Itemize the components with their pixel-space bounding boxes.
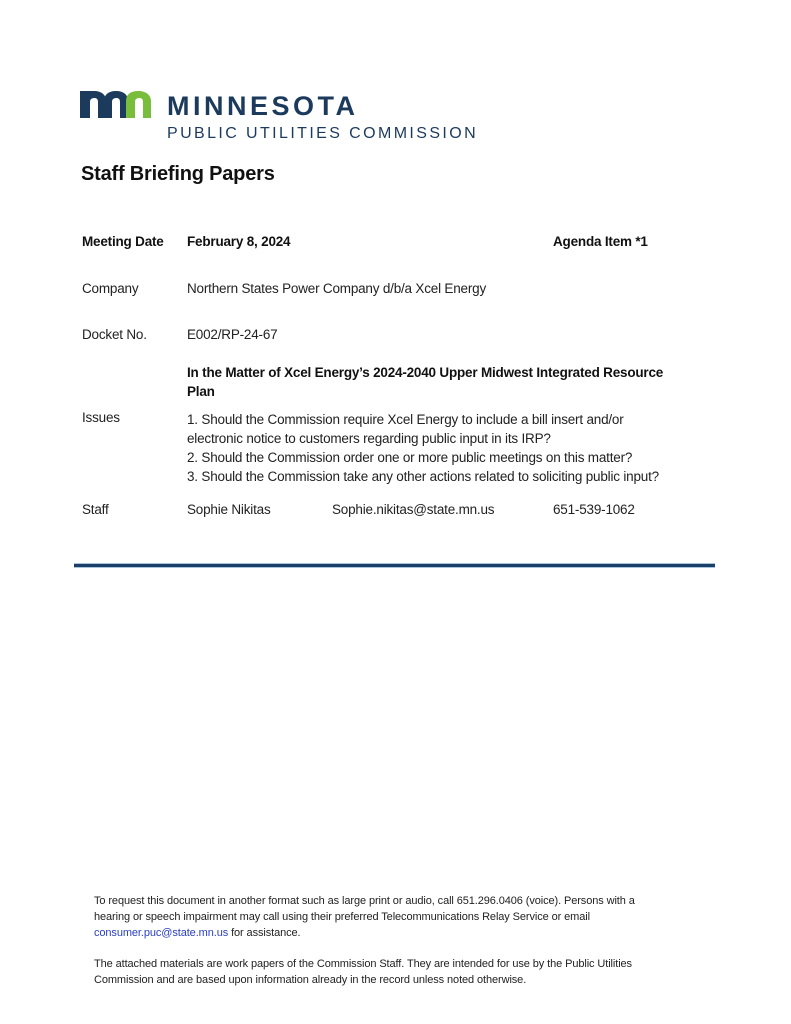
logo-subtitle: PUBLIC UTILITIES COMMISSION (167, 125, 479, 142)
staff-label: Staff (82, 502, 109, 517)
company-label: Company (82, 281, 139, 296)
docket-value: E002/RP-24-67 (187, 327, 278, 342)
company-value: Northern States Power Company d/b/a Xcel Energy (187, 281, 487, 296)
section-divider (74, 564, 715, 567)
staff-name: Sophie Nikitas (187, 502, 271, 517)
staff-email: Sophie.nikitas@state.mn.us (332, 502, 495, 517)
accessibility-line (94, 925, 704, 941)
page-title: Staff Briefing Papers (81, 163, 275, 185)
issue-item: 2. Should the Commission order one or more public meetings on this matter? (187, 450, 633, 465)
docket-label: Docket No. (82, 327, 147, 342)
accessibility-tail: for assistance. (228, 927, 301, 939)
agenda-item: Agenda Item *1 (553, 234, 648, 249)
meeting-date-label: Meeting Date (82, 234, 164, 249)
issue-item: 1. Should the Commission require Xcel Energy to include a bill insert and/or (187, 412, 624, 427)
consumer-email-link[interactable]: consumer.puc@state.mn.us (94, 927, 229, 939)
issues-label: Issues (82, 410, 120, 425)
logo-wordmark: MINNESOTA (167, 91, 359, 121)
issue-item: 3. Should the Commission take any other actions related to soliciting public input? (187, 469, 659, 484)
accessibility-line: To request this document in another format such as large print or audio, call 651.296.0406 (voice). Persons with a (94, 895, 635, 907)
accessibility-line: hearing or speech impairment may call using their preferred Telecommunications Relay Service or email (94, 911, 590, 923)
issues-list (187, 410, 717, 486)
mn-logo-mark-icon (80, 88, 152, 118)
disclaimer-line: Commission and are based upon information already in the record unless noted otherwise. (94, 974, 527, 986)
matter-title-line1: In the Matter of Xcel Energy’s 2024-2040 Upper Midwest Integrated Resource (187, 365, 664, 380)
accessibility-notice (94, 893, 704, 941)
issue-item: electronic notice to customers regarding public input in its IRP? (187, 431, 551, 446)
disclaimer-notice (94, 956, 704, 988)
matter-title-line2: Plan (187, 384, 215, 399)
staff-phone: 651-539-1062 (553, 502, 635, 517)
disclaimer-line: The attached materials are work papers of the Commission Staff. They are intended for use by the Public Utilities (94, 958, 632, 970)
meeting-date-value: February 8, 2024 (187, 234, 291, 249)
